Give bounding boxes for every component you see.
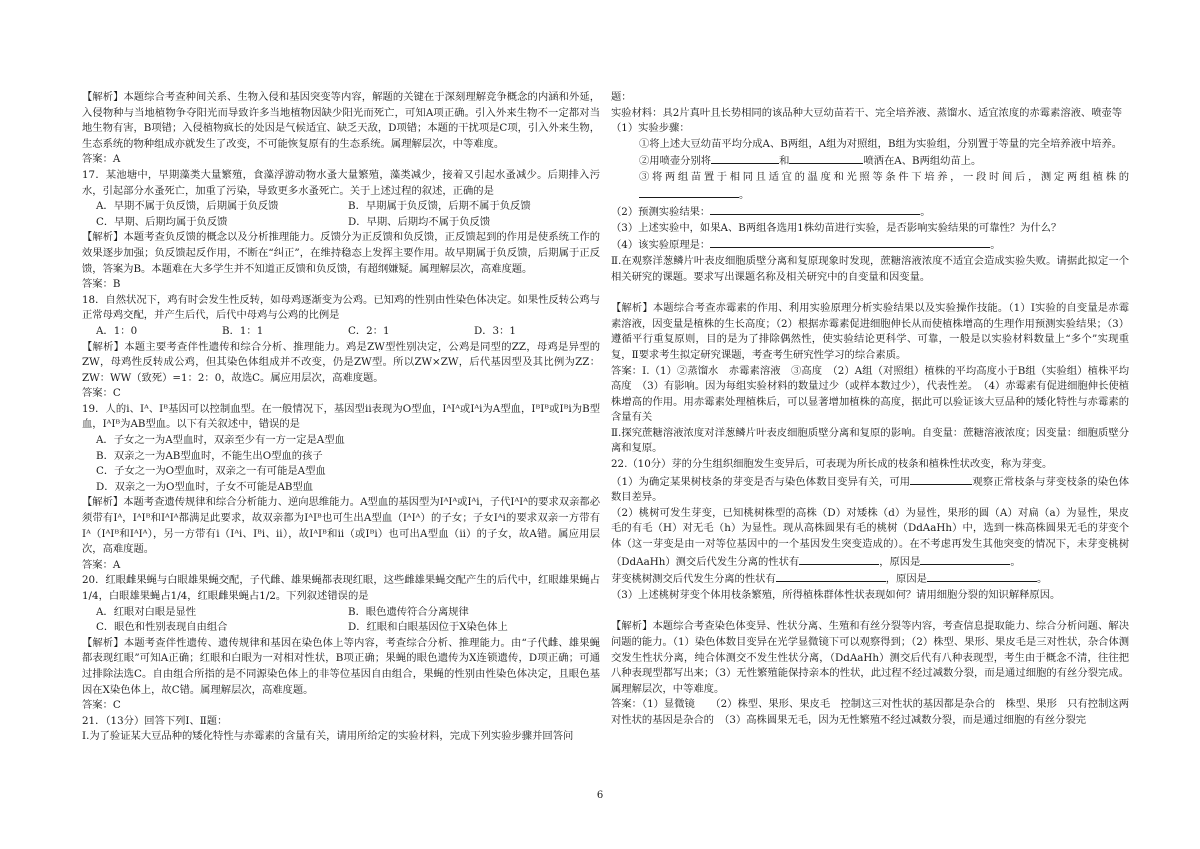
analysis-22: 【解析】本题综合考查染色体变异、性状分离、生殖和有丝分裂等内容，考查信息提取能力、综合分析问题、解决问题的能力。（1）染色体数目变异在光学显微镜下可以观察得到；（2）株型、果形、果皮毛是三对性状，杂合体测交发生性状分离，纯合体测交不发生性状分离，（DdAaHh）测交后代有八种表现型，考生由于概念不清，往往把八种表现型都写出来；（3）无性繁殖能保持亲本的性状，此过程不经过减数分裂，而是通过细胞的有丝分裂完成。属理解层次，中等难度。 bbox=[611, 620, 1129, 695]
question-19: 19．人的i、Iᴬ、Iᴮ基因可以控制血型。在一般情况下，基因型ii表现为O型血，IᴬIᴬ或Iᴬi为A型血，IᴮIᴮ或Iᴮi为B型血，IᴬIᴮ为AB型血。以下有关叙述中，错误的是 bbox=[82, 402, 600, 431]
option-c: C．早期、后期均属于负反馈 bbox=[96, 215, 228, 228]
analysis-17: 【解析】本题考查负反馈的概念以及分析推理能力。反馈分为正反馈和负反馈，正反馈起到的作用是使系统工作的效果逐步加强；负反馈起反作用，不断在“纠正”，在维持稳态上发挥主要作用。故早期属于负反馈，后期属于正反馈，答案为B。本题难在大多学生并不知道正反馈和负反馈，有超纲嫌疑。属理解层次，高难度题。 bbox=[82, 231, 600, 275]
question-17: 17．某池塘中，早期藻类大量繁殖，食藻浮游动物水蚤大量繁殖，藻类减少，接着又引起水蚤减少。后期排入污水，引起部分水蚤死亡，加重了污染，导致更多水蚤死亡。关于上述过程的叙述，正确的是 bbox=[82, 168, 600, 197]
step-2-text: （2）预测实验结果： bbox=[611, 206, 711, 219]
options-20 bbox=[82, 605, 600, 636]
answer-17: 答案：B bbox=[82, 278, 121, 291]
step-2: （2）预测实验结果： 。 bbox=[611, 203, 1129, 221]
answer-blank bbox=[711, 152, 779, 164]
answer-blank bbox=[799, 553, 879, 565]
answer-19: 答案：A bbox=[82, 558, 121, 571]
answer-blank bbox=[789, 152, 863, 164]
question-20: 20．红眼雌果蝇与白眼雄果蝇交配，子代雌、雄果蝇都表现红眼，这些雌雄果蝇交配产生的后代中，红眼雄果蝇占1/4，白眼雄果蝇占1/4，红眼雌果蝇占1/2。下列叙述错误的是 bbox=[82, 574, 600, 602]
part-ii: Ⅱ.在观察洋葱鳞片叶表皮细胞质壁分离和复原现象时发现，蔗糖溶液浓度不适宜会造成实验失败。请据此拟定一个相关研究的课题。要求写出课题名称及相关研究中的自变量和因变量。 bbox=[611, 254, 1129, 283]
answer-21-ii: Ⅱ.探究蔗糖溶液浓度对洋葱鳞片叶表皮细胞质壁分离和复原的影响。自变量：蔗糖溶液浓度；因变量：细胞质壁分离和复原。 bbox=[611, 426, 1129, 455]
step-4: （4）该实验原理是： 。 bbox=[611, 236, 1129, 254]
answer-blank bbox=[776, 570, 886, 582]
option-d: D．双亲之一为O型血时，子女不可能是AB型血 bbox=[96, 480, 314, 493]
answer-blank bbox=[710, 236, 990, 248]
analysis-paragraph: 【解析】本题综合考查种间关系、生物入侵和基因突变等内容，解题的关键在于深刻理解竞争概念的内涵和外延，入侵物种与当地植物争夺阳光而导致许多当地植物因缺少阳光而死亡，可知A项正确。引入外来生物不一定都对当地生物有害，B项错；入侵植物疯长的处因是气候适宜、缺乏天敌，D项错；本题的干扰项是C项，引入外来生物，生态系统的物种组成亦就发生了改变，不可能恢复原有的生态系统。属理解层次，中等难度。 bbox=[82, 91, 600, 150]
answer-blank bbox=[639, 186, 739, 198]
step-4-text: （4）该实验原理是： bbox=[611, 239, 711, 252]
option-a: A．早期不属于负反馈，后期属于负反馈 bbox=[96, 200, 279, 213]
answer-blank bbox=[927, 570, 1037, 582]
option-c: C．2：1 bbox=[348, 324, 390, 337]
option-c: C．眼色和性别表现自由组合 bbox=[96, 621, 228, 634]
question-22-2-mid: ，原因是 bbox=[879, 555, 921, 568]
question-22-1-post: 观察正常枝条与芽变枝条的染色体数目差异。 bbox=[611, 475, 1129, 504]
step-1b bbox=[611, 152, 1129, 170]
answer-20: 答案：C bbox=[82, 699, 121, 712]
left-column bbox=[82, 90, 600, 745]
step-1c-text: ③将两组苗置于相同且适宜的温度和光照等条件下培养，一段时间后，测定两组植株的 bbox=[639, 170, 1129, 183]
options-17 bbox=[82, 199, 600, 230]
step-1-heading: （1）实验步骤： bbox=[611, 122, 690, 135]
answer-blank bbox=[910, 473, 972, 485]
option-b: B．眼色遗传符合分离规律 bbox=[348, 605, 469, 618]
option-a: A．红眼对白眼是显性 bbox=[96, 605, 197, 618]
question-21-part-i: Ⅰ.为了验证某大豆品种的矮化特性与赤霉素的含量有关，请用所给定的实验材料，完成下列实验步骤并回答问 bbox=[82, 730, 574, 743]
right-column bbox=[611, 90, 1129, 729]
question-21: 21．（13分）回答下列Ⅰ、Ⅱ题： bbox=[82, 714, 228, 727]
question-22: 22.（10分）芽的分生组织细胞发生变异后，可表现为所长成的枝条和植株性状改变，称为芽变。 bbox=[611, 458, 1053, 471]
question-22-1-pre: （1）为确定某果树枝条的芽变是否与染色体数目变异有关，可用 bbox=[611, 475, 911, 488]
page-number: 6 bbox=[596, 790, 604, 801]
question-18: 18．自然状况下，鸡有时会发生性反转，如母鸡逐渐变为公鸡。已知鸡的性别由性染色体决定。如果性反转公鸡与正常母鸡交配，并产生后代，后代中母鸡与公鸡的比例是 bbox=[82, 293, 600, 322]
option-c: C．子女之一为O型血时，双亲之一有可能是A型血 bbox=[96, 465, 326, 478]
analysis-19: 【解析】本题考查遗传规律和综合分析能力、逆向思维能力。A型血的基因型为IᴬIᴬ或Iᴬi，子代IᴬIᴬ的要求双亲都必须带有Iᴬ，IᴬIᴮ和IᴬIᴬ都满足此要求，故双亲都为IᴬIᴮ也可生出A型血（IᴬIᴬ）的子女；子女Iᴬi的要求双亲一方带有Iᴬ（IᴬIᴮ和IᴬIᴬ），另一方带有i（Iᴬi、Iᴮi、ii），故IᴬIᴮ和ii（或Iᴮi）也可出A型血（ii）的子女，故A错。属应用层次，高难度题。 bbox=[82, 496, 600, 556]
option-d: D．3：1 bbox=[474, 324, 516, 337]
question-22-3: （3）上述桃树芽变个体用枝条繁殖，所得植株群体性状表现如何？请用细胞分裂的知识解释原因。 bbox=[611, 588, 1061, 601]
step-3: （3）上述实验中，如果A、B两组各选用1株幼苗进行实验，是否影响实验结果的可靠性？为什么？ bbox=[611, 221, 1062, 234]
question-22-2b-mid: ，原因是 bbox=[885, 573, 927, 586]
option-b: B．双亲之一为AB型血时，不能生出O型血的孩子 bbox=[96, 449, 323, 462]
question-22-1 bbox=[611, 473, 1129, 506]
step-1b-post: 喷洒在A、B两组幼苗上。 bbox=[863, 155, 982, 168]
step-1a: ①将上述大豆幼苗平均分成A、B两组，A组为对照组，B组为实验组，分别置于等量的完全培养液中培养。 bbox=[639, 137, 1123, 150]
answer-blank bbox=[920, 553, 1010, 565]
analysis-21: 【解析】本题综合考查赤霉素的作用、利用实验原理分析实验结果以及实验操作技能。（1）Ⅰ实验的自变量是赤霉素溶液，因变量是植株的生长高度；（2）根据赤霉素促进细胞伸长从而使植株增高的生理作用预测实验结果；（3）遵循平行重复原则，目的是为了排除偶然性，使实验结论更科学、可靠，一般是以实验材料数量上“多个”实现重复，Ⅱ要求考生拟定研究课题，考查考生研究性学习的综合素质。 bbox=[611, 302, 1129, 361]
answer-18: 答案：C bbox=[82, 387, 121, 400]
option-d: D．早期、后期均不属于负反馈 bbox=[348, 215, 491, 228]
option-a: A．1：0 bbox=[96, 324, 138, 337]
analysis-18: 【解析】本题主要考查伴性遗传和综合分析、推理能力。鸡是ZW型性别决定，公鸡是同型的ZZ，母鸡是异型的ZW，母鸡性反转成公鸡，但其染色体组成并不改变，仍是ZW型。所以ZW×ZW，后代基因型及其比例为ZZ：ZW：WW（致死）=1：2：0，故选C。属应用层次，高难度题。 bbox=[82, 340, 600, 384]
question-21-continued: 题： bbox=[611, 91, 632, 103]
materials-text: 实验材料：具2片真叶且长势相同的该品种大豆幼苗若干、完全培养液、蒸馏水、适宜浓度的赤霉素溶液、喷壶等 bbox=[611, 106, 1123, 119]
options-18 bbox=[82, 324, 600, 340]
option-b: B．早期属于负反馈，后期不属于负反馈 bbox=[348, 200, 531, 213]
question-22-2: （2）桃树可发生芽变，已知桃树株型的高株（D）对矮株（d）为显性，果形的圆（A）对扁（a）为显性，果皮毛的有毛（H）对无毛（h）为显性。现从高株圆果有毛的桃树（DdAaHh）中，选到一株高株圆果无毛的芽变个体（这一芽变是由一对等位基因中的一个基因发生突变造成的）。在不考虑再发生其他突变的情况下，未芽变桃树（DdAaHh）测交后代发生分离的性状有 ，原因是 。 bbox=[611, 506, 1129, 568]
option-b: B．1：1 bbox=[222, 324, 264, 337]
question-22-2b: 芽变桃树测交后代发生分离的性状有 ，原因是 。 bbox=[611, 570, 1129, 588]
answer-21: 答案：Ⅰ.（1）②蒸馏水 赤霉素溶液 ③高度 （2）A组（对照组）植株的平均高度小于B组（实验组）植株平均高度 （3）有影响。因为每组实验材料的数量过少（或样本数过少），代表性差。 （4）赤霉素有促进细胞伸长使植株增高的作用。用赤霉素处理植株后，可以显著增加植株的高度，据此可以验证该大豆品种的矮化特性与赤霉素的含量有关 bbox=[611, 364, 1129, 424]
question-22-2b-text: 芽变桃树测交后代发生分离的性状有 bbox=[611, 573, 776, 586]
option-a: A．子女之一为A型血时，双亲至少有一方一定是A型血 bbox=[96, 434, 345, 447]
step-1b-pre: ②用喷壶分别将 bbox=[639, 155, 712, 168]
answer-blank bbox=[710, 203, 920, 215]
step-1b-mid: 和 bbox=[779, 155, 790, 168]
step-1c: ③将两组苗置于相同且适宜的温度和光照等条件下培养，一段时间后，测定两组植株的。 bbox=[639, 170, 1129, 201]
analysis-20: 【解析】本题考查伴性遗传、遗传规律和基因在染色体上等内容，考查综合分析、推理能力。由“子代雌、雄果蝇都表现红眼”可知A正确；红眼和白眼为一对相对性状，B项正确；果蝇的眼色遗传为X连锁遗传，D项正确；可通过排除法选C。自由组合所指的是不同源染色体上的非等位基因自由组合，果蝇的性别由性染色体决定，且眼色基因在X染色体上，故C错。属理解层次，高难度题。 bbox=[82, 636, 600, 696]
answer-line: 答案：A bbox=[82, 153, 121, 166]
answer-22: 答案：（1）显微镜 （2）株型、果形、果皮毛 控制这三对性状的基因都是杂合的 株型、果形 只有控制这两对性状的基因是杂合的 （3）高株圆果无毛，因为无性繁殖不经过减数分裂，而是通过细胞的有丝分裂完 bbox=[611, 698, 1129, 726]
option-d: D．红眼和白眼基因位于X染色体上 bbox=[348, 621, 508, 634]
question-22-2-text: （2）桃树可发生芽变，已知桃树株型的高株（D）对矮株（d）为显性，果形的圆（A）对扁（a）为显性，果皮毛的有毛（H）对无毛（h）为显性。现从高株圆果有毛的桃树（DdAaHh）中，选到一株高株圆果无毛的芽变个体（这一芽变是由一对等位基因中的一个基因发生突变造成的）。在不考虑再发生其他突变的情况下，未芽变桃树（DdAaHh）测交后代发生分离的性状有 bbox=[611, 506, 1129, 568]
